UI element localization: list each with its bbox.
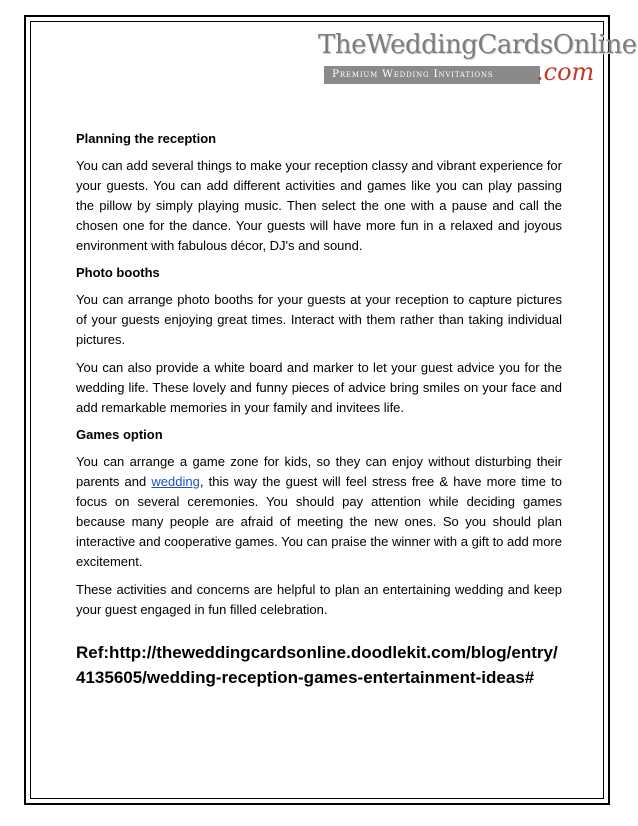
heading-planning-reception: Planning the reception	[76, 131, 217, 146]
heading-photo-booths: Photo booths	[76, 265, 160, 280]
paragraph-games	[76, 452, 562, 572]
site-logo[interactable]	[318, 30, 637, 100]
games-text-end: , this way the guest will feel stress free & have more time to focus on several ceremonies. You should pay attention while deciding games because many people are afraid of meeting the new ones. So you should plan interactive and cooperative games. You can praise the winner with a gift to add more excitement.	[76, 474, 562, 569]
paragraph-advice-board: You can also provide a white board and marker to let your guest advice you for the wedding life. These lovely and funny pieces of advice bring smiles on your face and add remarkable memories in your family and invitees life.	[76, 360, 562, 415]
article-body	[76, 130, 562, 690]
logo-wordmark: TheWeddingCardsOnline	[318, 30, 637, 60]
heading-games-option: Games option	[76, 427, 163, 442]
paragraph-photo-booths: You can arrange photo booths for your guests at your reception to capture pictures of your guests enjoying great times. Interact with them rather than taking individual pictures.	[76, 292, 562, 347]
reference-url: Ref:http://theweddingcardsonline.doodlekit.com/blog/entry/4135605/wedding-reception-games-entertainment-ideas#	[76, 643, 558, 687]
wedding-link[interactable]: wedding	[151, 474, 200, 489]
paragraph-conclusion: These activities and concerns are helpful to plan an entertaining wedding and keep your guest engaged in fun filled celebration.	[76, 582, 562, 617]
logo-tagline: Premium Wedding Invitations	[332, 68, 494, 80]
games-text-start: You can arrange a game zone for kids, so they can enjoy without disturbing their parents and	[76, 454, 562, 489]
paragraph-reception: You can add several things to make your reception classy and vibrant experience for your guests. You can add different activities and games like you can play passing the pillow by simply playing music. Then select the one with a pause and call the chosen one for the dance. Your guests will have more fun in a relaxed and joyous environment with fabulous décor, DJ's and sound.	[76, 158, 562, 253]
logo-domain-suffix: .com	[536, 58, 595, 86]
